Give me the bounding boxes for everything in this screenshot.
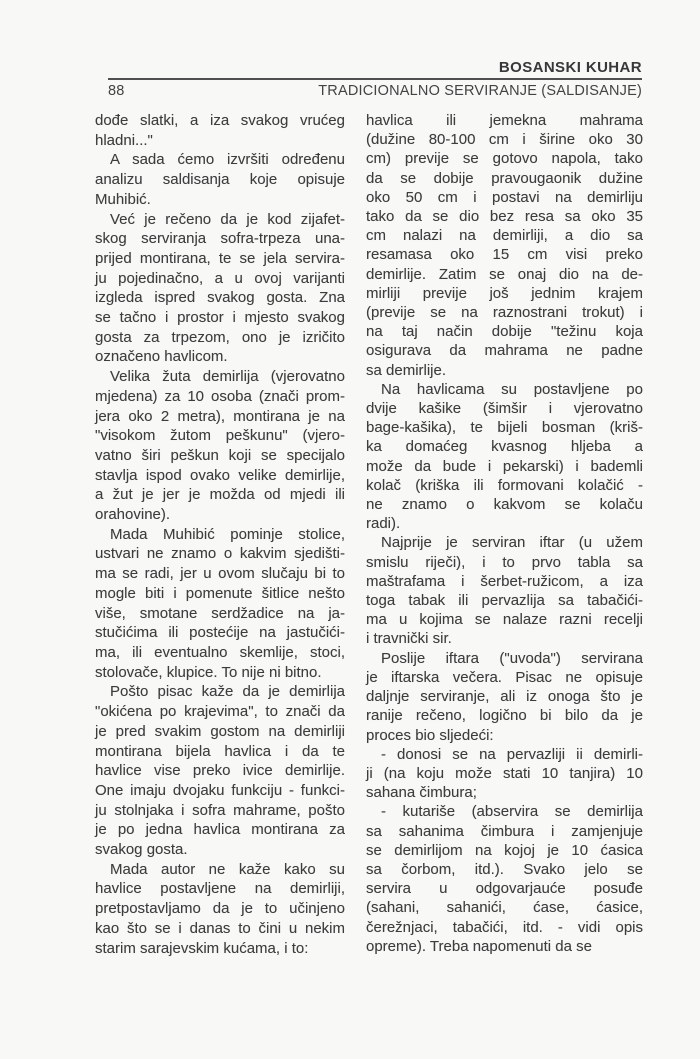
text-line: mirliji previje još jednim krajem xyxy=(366,284,643,302)
text-line: A sada ćemo izvršiti određenu xyxy=(110,151,345,169)
text-line: stolovače, klupice. To nije ni bitno. xyxy=(95,663,322,681)
text-line: ma se radi, jer u ovom slučaju bi to xyxy=(95,565,345,583)
text-line: proces bio sljedeći: xyxy=(366,726,494,744)
text-column-right xyxy=(366,111,643,958)
paragraph xyxy=(95,210,345,368)
paragraph xyxy=(366,380,643,534)
text-line: maštrafama i šerbet-ružicom, a iza xyxy=(366,572,643,590)
text-line: sahana čimbura; xyxy=(366,784,477,802)
paragraph xyxy=(95,525,345,683)
paragraph xyxy=(366,533,643,648)
text-line: mogle biti i pomenute šitlice nešto xyxy=(95,584,345,602)
header-row xyxy=(108,83,642,99)
chapter-title: TRADICIONALNO SERVIRANJE (SALDISANJE) xyxy=(318,83,642,99)
text-column-left xyxy=(95,111,345,958)
text-line: (previje se na raznostrani trokut) i xyxy=(366,304,643,322)
paragraph xyxy=(95,860,345,959)
text-line: Već je rečeno da je kod zijafet- xyxy=(110,210,345,228)
body-text xyxy=(95,111,643,958)
text-line: skog serviranja sofra-trpeza una- xyxy=(95,230,345,248)
text-line: Najprije je serviran iftar (u užem xyxy=(381,534,643,552)
text-line: orahovine). xyxy=(95,506,171,524)
text-line: daljnje serviranje, ali iz onoga što je xyxy=(366,688,643,706)
text-line: resamasa oko 15 cm visi preko xyxy=(366,246,643,264)
text-line: dvije kašike (šimšir i vjerovatno xyxy=(366,400,643,418)
paragraph xyxy=(366,745,643,803)
text-line: servira u odgovarjauće posuđe xyxy=(366,880,643,898)
text-line: Mada autor ne kaže kako su xyxy=(110,860,345,878)
text-line: dođe slatki, a iza svakog vrućeg xyxy=(95,112,345,129)
text-line: stavlja ispod ovako velike demirlije, xyxy=(95,466,345,484)
text-line: ustvari ne znamo o kakvim sjedišti- xyxy=(95,545,345,563)
text-line: Velika žuta demirlija (vjerovatno xyxy=(110,368,345,386)
text-line: bage-kašika), te bijeli bosman (kriš- xyxy=(366,419,643,437)
text-line: ranije rečeno, logično bi bilo da je xyxy=(366,707,643,725)
text-line: sa sahanima čimbura i zamjenjuje xyxy=(366,822,643,840)
paragraph xyxy=(95,367,345,525)
text-line: "okićena po krajevima", to znači da xyxy=(95,703,345,721)
text-line: radi). xyxy=(366,515,401,533)
text-line: havlica ili jemekna mahrama xyxy=(366,112,643,129)
text-line: ka domaćeg kvasnog hljeba a xyxy=(366,438,643,456)
text-line: se tačno i prostor i mjesto svakog xyxy=(95,309,345,327)
text-line: prijed montirana, te se jela servira- xyxy=(95,249,345,267)
text-line: Na havlicama su postavljene po xyxy=(381,380,643,398)
text-line: hladni..." xyxy=(95,131,153,149)
text-line: je iftarska večera. Pisac ne opisuje xyxy=(366,668,643,686)
text-line: Pošto pisac kaže da je demirlija xyxy=(110,683,345,701)
text-line: Poslije iftara ("uvoda") servirana xyxy=(381,649,643,667)
page-header xyxy=(108,59,642,99)
text-line: Muhibić. xyxy=(95,190,151,208)
text-line: stučićima ili postećije na jastučići- xyxy=(95,624,345,642)
text-line: ma u kojima se nalaze razni recelji xyxy=(366,611,643,629)
text-line: Mada Muhibić pominje stolice, xyxy=(110,525,345,543)
text-line: svakog gosta. xyxy=(95,841,188,859)
text-line: a žut je jer je možda od mjedi ili xyxy=(95,486,345,504)
text-line: One imaju dvojaku funkciju - funkci- xyxy=(95,781,345,799)
text-line: (sahani, sahanići, ćase, ćasice, xyxy=(366,899,643,917)
text-line: - donosi se na pervazliji ii demirli- xyxy=(381,745,643,763)
text-line: se demirlijom na kojoj je 10 ćasica xyxy=(366,841,643,859)
text-line: ju stolnjaka i sofra mahrame, pošto xyxy=(95,801,345,819)
text-line: cm) previje se gotovo napola, tako xyxy=(366,150,643,168)
text-line: - kutariše (abservira se demirlija xyxy=(381,803,643,821)
text-line: kolač (kriška ili formovani kolačić - xyxy=(366,476,643,494)
text-line: vatno širi peškun koji se specijalo xyxy=(95,446,345,464)
text-line: oko 50 cm i postavi na demirliju xyxy=(366,188,643,206)
text-line: kao što se i danas to čini u nekim xyxy=(95,919,345,937)
book-title: BOSANSKI KUHAR xyxy=(498,59,642,76)
text-line: gosta za trpezom, ono je izričito xyxy=(95,328,345,346)
text-line: toga tabak ili pervazlija sa tabačići- xyxy=(366,592,643,610)
text-line: sa čorbom, itd.). Svako jelo se xyxy=(366,860,643,878)
text-line: na taj način dobije "težinu koja xyxy=(366,323,643,341)
paragraph xyxy=(366,802,643,956)
text-line: je po jedna havlica montirana za xyxy=(95,821,345,839)
text-line: ju pojedinačno, a u ovoj varijanti xyxy=(95,269,345,287)
page-number: 88 xyxy=(108,83,125,99)
paragraph xyxy=(95,682,345,859)
text-line: "visokom žutom peškunu" (vjero- xyxy=(95,427,345,445)
text-line: je pred svakim gostom na demirliji xyxy=(95,722,345,740)
text-line: havlice postavljene na demirliji, xyxy=(95,880,345,898)
text-line: (dužine 80-100 cm i širine oko 30 xyxy=(366,131,643,149)
text-line: opreme). Treba napomenuti da se xyxy=(366,937,592,955)
text-line: ne znamo o kakvom se kolaču xyxy=(366,496,643,514)
text-line: označeno havlicom. xyxy=(95,348,228,366)
text-line: tako da se dio bez resa sa oko 35 xyxy=(366,208,643,226)
text-line: i travnički sir. xyxy=(366,630,452,648)
paragraph xyxy=(366,111,643,380)
text-line: može da bude i pekarski) i bademli xyxy=(366,457,643,475)
header-rule xyxy=(108,78,642,80)
text-line: sa demirlije. xyxy=(366,361,447,379)
paragraph xyxy=(95,111,345,150)
text-line: ma, ili eventualno skemlije, stoci, xyxy=(95,643,345,661)
paragraph xyxy=(95,150,345,209)
text-line: analizu saldisanja koje opisuje xyxy=(95,171,345,189)
text-line: ji (na koju može stati 10 tanjira) 10 xyxy=(366,764,643,782)
text-line: čerežnjaci, tabačići, itd. - vidi opis xyxy=(366,918,643,936)
text-line: pretpostavljamo da je to učinjeno xyxy=(95,900,345,918)
text-line: smislu riječi), i to prvo tabla sa xyxy=(366,553,643,571)
text-line: više, smotane serdžadice na ja- xyxy=(95,604,345,622)
paragraph xyxy=(366,649,643,745)
text-line: demirlije. Zatim se onaj dio na de- xyxy=(366,265,643,283)
text-line: izgleda ispred svakog gosta. Zna xyxy=(95,289,345,307)
text-line: havlice vise preko ivice demirlije. xyxy=(95,762,345,780)
text-line: da se dobije pravougaonik dužine xyxy=(366,169,643,187)
text-line: montirana bijela havlica i da te xyxy=(95,742,345,760)
text-line: osigurava da mahrama ne padne xyxy=(366,342,643,360)
text-line: jera oko 2 metra), montirana je na xyxy=(95,407,345,425)
text-line: starim sarajevskim kućama, i to: xyxy=(95,939,309,957)
text-line: mjedena) za 10 osoba (znači prom- xyxy=(95,387,345,405)
text-line: cm nalazi na demirliji, a dio sa xyxy=(366,227,643,245)
